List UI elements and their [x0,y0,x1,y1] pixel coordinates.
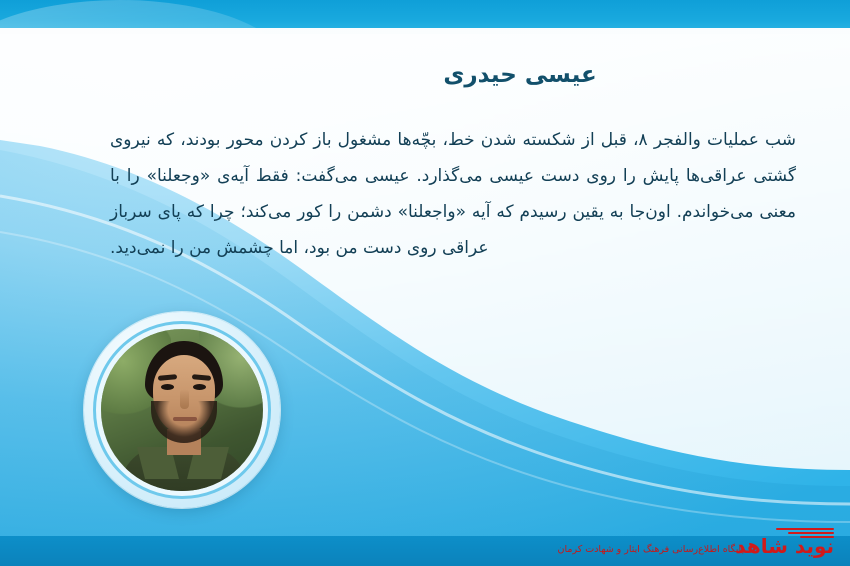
portrait-photo [101,329,263,491]
site-logo[interactable] [558,526,836,560]
page-title: عیسی حیدری [443,62,597,88]
poster-content [110,62,810,266]
portrait-frame [84,312,280,508]
logo-wordmark: نوید شاهد [735,534,834,558]
photo-mouth [173,417,197,421]
photo-eye-left [161,384,174,390]
navid-shahed-logo-icon [735,526,836,560]
photo-eye-right [193,384,206,390]
memoir-body-text: شب عملیات والفجر ۸، قبل از شکسته شدن خط، بچّه‌ها مشغول باز کردن محور بودند، که نیروی گشتی عراقی‌ها پایش را روی دست عیسی می‌گذارد. عیسی می‌گفت: فقط آیه‌ی «وجعلنا» را با معنی می‌خواندم. اون‌جا به یقین رسیدم که آیه‌ «واجعلنا» دشمن را کور می‌کند؛ چرا که پای سرباز عراقی روی دست من بود، اما چشمش من را نمی‌دید. [110,130,796,258]
logo-subtitle: پایگاه اطلاع‌رسانی فرهنگ ایثار و شهادت کرمان [557,544,744,555]
